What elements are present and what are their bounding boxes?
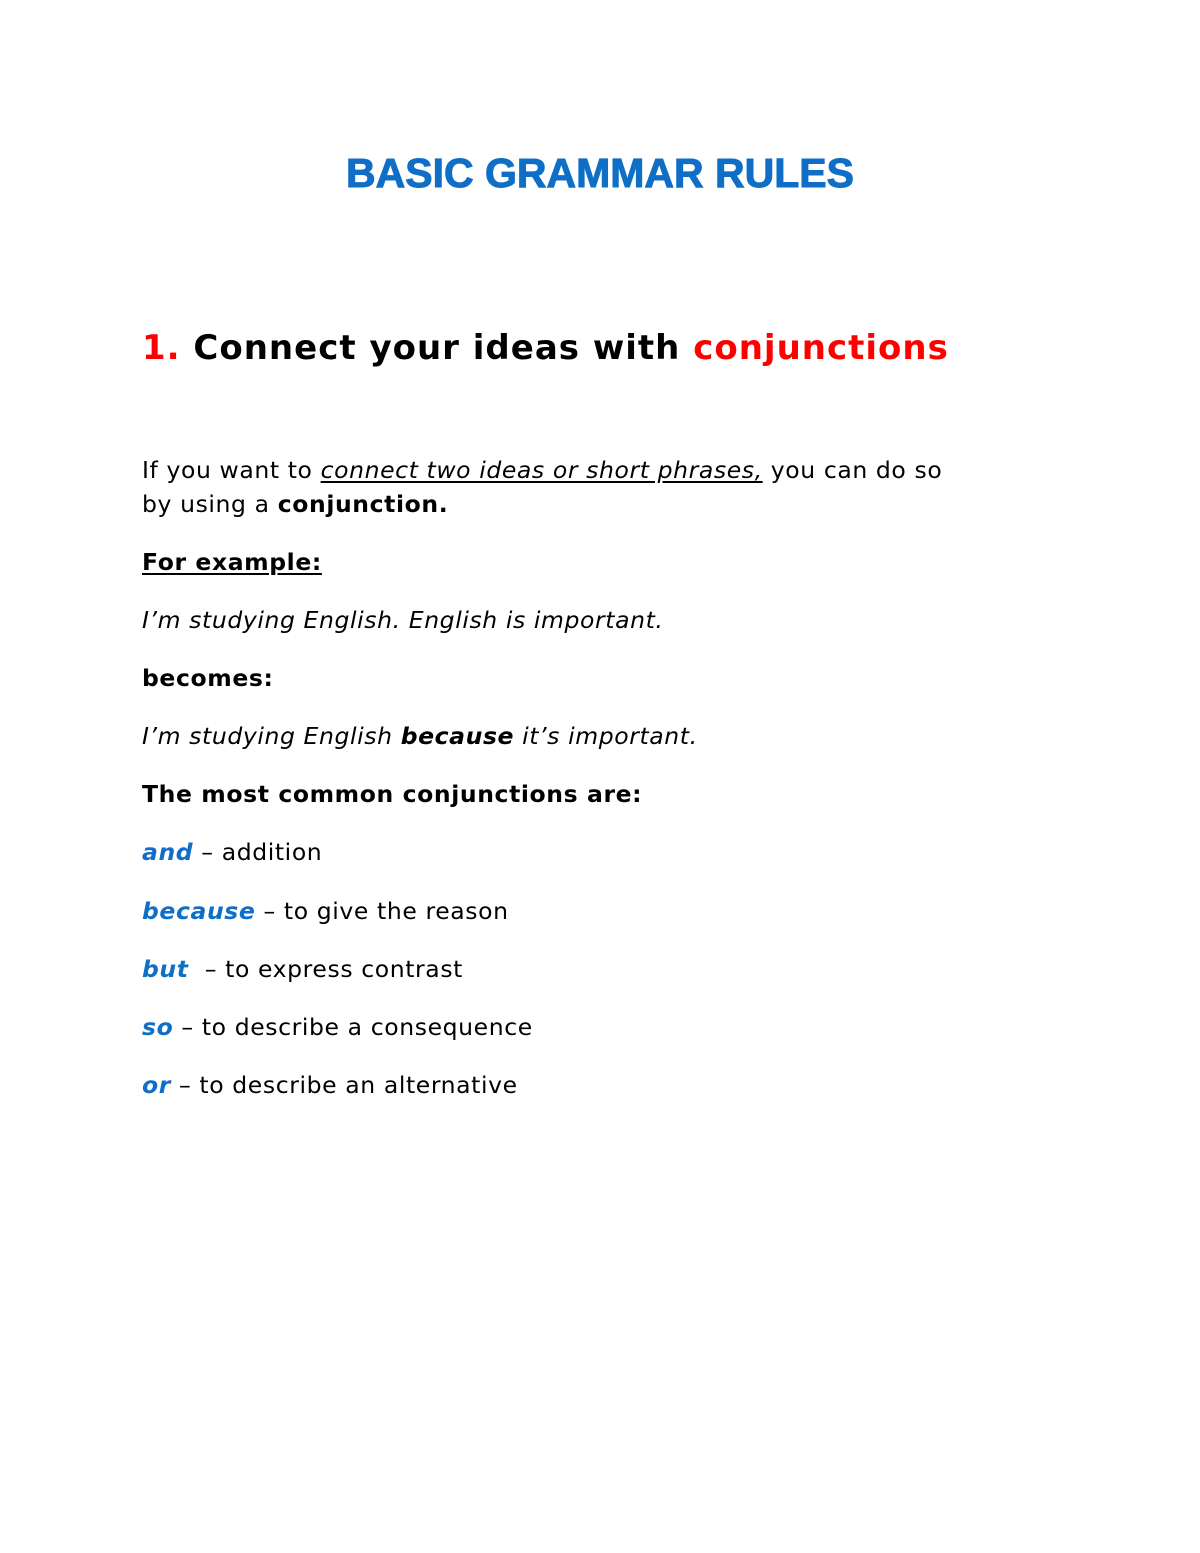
conjunction-word: or (142, 1071, 171, 1099)
becomes-label: becomes: (142, 664, 274, 692)
intro-emphasis: connect two ideas or short phrases, (320, 456, 763, 484)
example-before: I’m studying English. English is important. (142, 606, 664, 634)
section-number: 1. (142, 328, 181, 368)
intro-keyword: conjunction. (277, 490, 449, 518)
intro-line-1 (142, 456, 942, 484)
list-item (142, 897, 509, 925)
conjunction-word: so (142, 1013, 174, 1041)
intro-text-end: you can do so (762, 456, 943, 484)
intro-line-2 (142, 490, 448, 518)
conjunction-word: but (142, 955, 189, 983)
conjunction-description: – to express contrast (188, 955, 463, 983)
example-after-end: it’s important. (514, 722, 698, 750)
list-item (142, 1013, 533, 1041)
list-item (142, 955, 463, 983)
conjunction-description: – to give the reason (255, 897, 509, 925)
intro-line2-text: by using a (142, 490, 278, 518)
section-heading-highlight: conjunctions (693, 328, 949, 368)
list-item (142, 1071, 518, 1099)
example-after-keyword: because (400, 722, 515, 750)
conjunction-description: – to describe an alternative (170, 1071, 518, 1099)
conjunction-description: – addition (193, 838, 323, 866)
example-label: For example: (142, 548, 322, 576)
conjunction-word: because (142, 897, 256, 925)
section-heading-text: Connect your ideas with (180, 328, 694, 368)
intro-text-start: If you want to (142, 456, 321, 484)
example-after (142, 722, 698, 750)
conjunction-word: and (142, 838, 194, 866)
document-title: BASIC GRAMMAR RULES (346, 150, 854, 196)
section-heading (142, 328, 949, 368)
example-after-start: I’m studying English (142, 722, 401, 750)
list-item (142, 838, 322, 866)
conjunction-description: – to describe a consequence (173, 1013, 533, 1041)
list-heading: The most common conjunctions are: (142, 780, 643, 808)
